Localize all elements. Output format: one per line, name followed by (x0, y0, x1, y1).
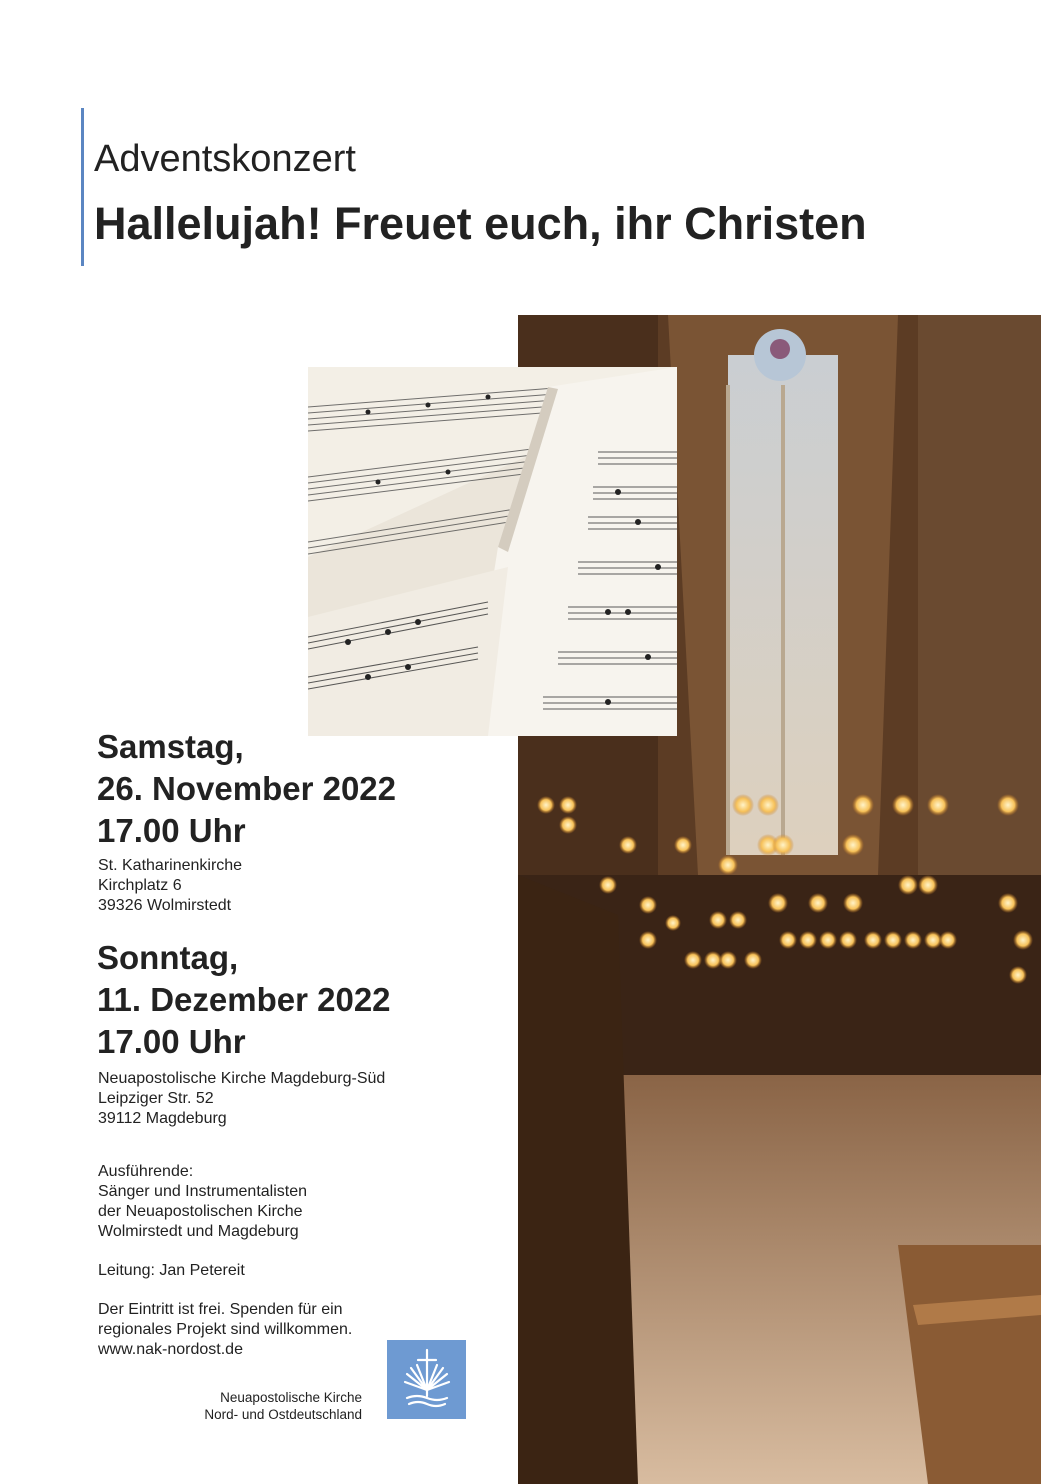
conductor: Leitung: Jan Petereit (98, 1262, 245, 1279)
event-1-day: Samstag, (97, 728, 244, 765)
event-1-street: Kirchplatz 6 (98, 877, 182, 894)
nak-logo-icon (387, 1340, 466, 1419)
website-link[interactable]: www.nak-nordost.de (98, 1341, 243, 1358)
event-1-city: 39326 Wolmirstedt (98, 897, 232, 914)
event-1-date: 26. November 2022 (97, 770, 397, 807)
event-2-address (98, 1069, 385, 1129)
organization-line-1: Neuapostolische Kirche (220, 1390, 362, 1405)
event-2-city: 39112 Magdeburg (98, 1110, 227, 1127)
organization-name (160, 1389, 362, 1423)
admission-line-2: regionales Projekt sind willkommen. (98, 1321, 353, 1338)
performers-line-2: der Neuapostolischen Kirche (98, 1203, 303, 1220)
organization-line-2: Nord- und Ostdeutschland (204, 1407, 362, 1422)
event-1-datetime (97, 726, 396, 852)
event-2-venue: Neuapostolische Kirche Magdeburg-Süd (98, 1070, 386, 1087)
performers-line-3: Wolmirstedt und Magdeburg (98, 1223, 299, 1240)
event-2-day: Sonntag, (97, 939, 239, 976)
accent-bar (81, 108, 84, 266)
sheet-music-photo (308, 367, 677, 736)
performers-line-1: Sänger und Instrumentalisten (98, 1183, 308, 1200)
event-1-address (98, 856, 242, 916)
concert-subtitle: Adventskonzert (94, 138, 356, 180)
event-1-venue: St. Katharinenkirche (98, 857, 243, 874)
admission-line-1: Der Eintritt ist frei. Spenden für ein (98, 1301, 343, 1318)
admission-block (98, 1300, 352, 1360)
event-2-time: 17.00 Uhr (97, 1023, 246, 1060)
event-1-time: 17.00 Uhr (97, 812, 246, 849)
concert-title: Hallelujah! Freuet euch, ihr Christen (94, 198, 867, 249)
event-2-street: Leipziger Str. 52 (98, 1090, 214, 1107)
event-2-datetime (97, 937, 391, 1063)
performers-block (98, 1162, 307, 1242)
event-2-date: 11. Dezember 2022 (97, 981, 391, 1018)
performers-label: Ausführende: (98, 1163, 194, 1180)
